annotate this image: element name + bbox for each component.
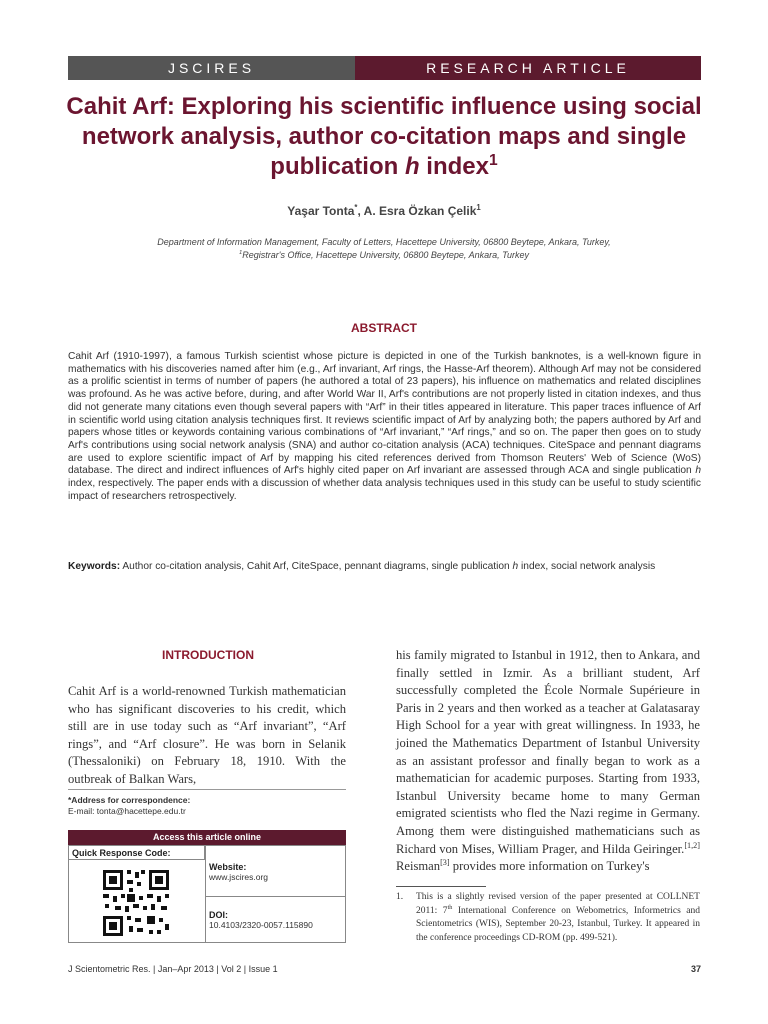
correspondence-email[interactable]: E-mail: tonta@hacettepe.edu.tr xyxy=(68,806,186,816)
abstract-heading: ABSTRACT xyxy=(351,321,417,335)
website-link[interactable]: www.jscires.org xyxy=(209,872,269,882)
abstract-text: Cahit Arf (1910-1997), a famous Turkish scientist whose picture is depicted in one of the Turkish banknotes, is a well-known figure in mathematics with his discoveries named after him (e.g., Arf invariant, Arf rings, the Hasse-Arf theorem). Although Arf may not be considered as a prolific scientist in terms of number of papers (he authored a total of 23 papers), his influence on mathematics and related disciplines was profound. As he was active before, during, and after World War II, Arf's contributions are not properly listed in citation indexes, and thus did not generate many citations even though several papers with “Arf” in their titles appeared in literature. This paper traces influence of Arf in scientific world using citation analysis techniques first. It reviews scientific impact of Arf by analyzing both; the papers authored by Arf and papers whose titles or keywords containing various combinations of “Arf invariant,” “Arf rings,” and so on. The paper then goes on to study Arf's contributions using social network analysis (SNA) and author co-citation analysis (ACA) techniques. CiteSpace and pennant diagrams are used to explore scientific impact of Arf by mapping his cited references derived from Thomson Reuters' Web of Science (WoS) database. The direct and indirect influences of Arf's highly cited paper on Arf invariant are assessed through ACA and single publication h index, respectively. The paper ends with a discussion of whether data analysis techniques used in this study can be useful to study scientific impact of researchers retrospectively. xyxy=(68,351,701,502)
journal-banner xyxy=(68,56,701,80)
divider xyxy=(205,846,206,942)
doi-link[interactable]: 10.4103/2320-0057.115890 xyxy=(209,920,313,930)
affiliations: Department of Information Management, Faculty of Letters, Hacettepe University, 06800 Beytepe, Ankara, Turkey, $^1$Registrar's Office, Hacettepe University, 06800 Beytepe, Ankara, Turkey xyxy=(157,237,611,260)
author-1: Yaşar Tonta xyxy=(287,204,355,218)
article-type: RESEARCH ARTICLE xyxy=(355,56,701,80)
footnote: 1. This is a slightly revised version of the paper presented at COLLNET 2011: 7th International Conference on Webometrics, Informetrics and Scientometrics (WIS), September 20-23, Istanbul, Turkey. It appeared in the conference proceedings CD-ROM (pp. 499-521). xyxy=(396,892,700,943)
footnote-divider xyxy=(396,886,486,887)
qr-label: Quick Response Code: xyxy=(69,846,205,860)
divider xyxy=(68,789,346,790)
author-list: Yaşar Tonta*, A. Esra Özkan Çelik$^1$ xyxy=(287,203,481,218)
author-2: A. Esra Özkan Çelik xyxy=(363,204,477,218)
access-online-header: Access this article online xyxy=(68,830,346,845)
journal-citation: J Scientometric Res. | Jan–Apr 2013 | Vol 2 | Issue 1 xyxy=(68,964,278,974)
introduction-heading: INTRODUCTION xyxy=(162,648,254,662)
journal-name: JSCIRES xyxy=(68,56,355,80)
qr-code-icon[interactable] xyxy=(101,868,171,938)
website-block: Website: www.jscires.org xyxy=(209,862,269,882)
correspondence: *Address for correspondence: E-mail: tonta@hacettepe.edu.tr xyxy=(68,795,346,817)
page-number: 37 xyxy=(690,964,701,974)
article-title: Cahit Arf: Exploring his scientific influence using social network analysis, author co-citation maps and single publication h index$^1$ xyxy=(66,93,702,180)
intro-left-column: Cahit Arf is a world-renowned Turkish mathematician who has significant discoveries to his credit, which still are in use today such as “Arf invariant”, “Arf rings”, and “Arf closure”. He was born in Selanik (Thessaloniki) on February 18, 1910. With the outbreak of Balkan Wars, xyxy=(68,684,346,786)
intro-right-column: his family migrated to Istanbul in 1912, then to Ankara, and finally settled in Izmir. As a brilliant student, Arf successfully completed the École Normale Supérieure in Paris in 2 years and then worked as a teacher at Galatasaray High School for a year with great willingness. In 1933, he joined the Mathematics Department of Istanbul University as an assistant professor and finally began to work as a mathematician for academic purposes. Starting from 1933, Istanbul University became home to many German emigrated scientists who fled the Nazi regime in Germany. Among them were distinguished mathematicians such as Richard von Mises, William Prager, and Hilda Geiringer.[1,2] Reisman[3] provides more information on Turkey's xyxy=(396,648,700,874)
access-online-box xyxy=(68,845,346,943)
doi-block: DOI: 10.4103/2320-0057.115890 xyxy=(209,910,313,930)
keywords: Keywords: Author co-citation analysis, Cahit Arf, CiteSpace, pennant diagrams, single publication h index, social network analysis xyxy=(68,561,656,572)
divider xyxy=(205,896,345,897)
